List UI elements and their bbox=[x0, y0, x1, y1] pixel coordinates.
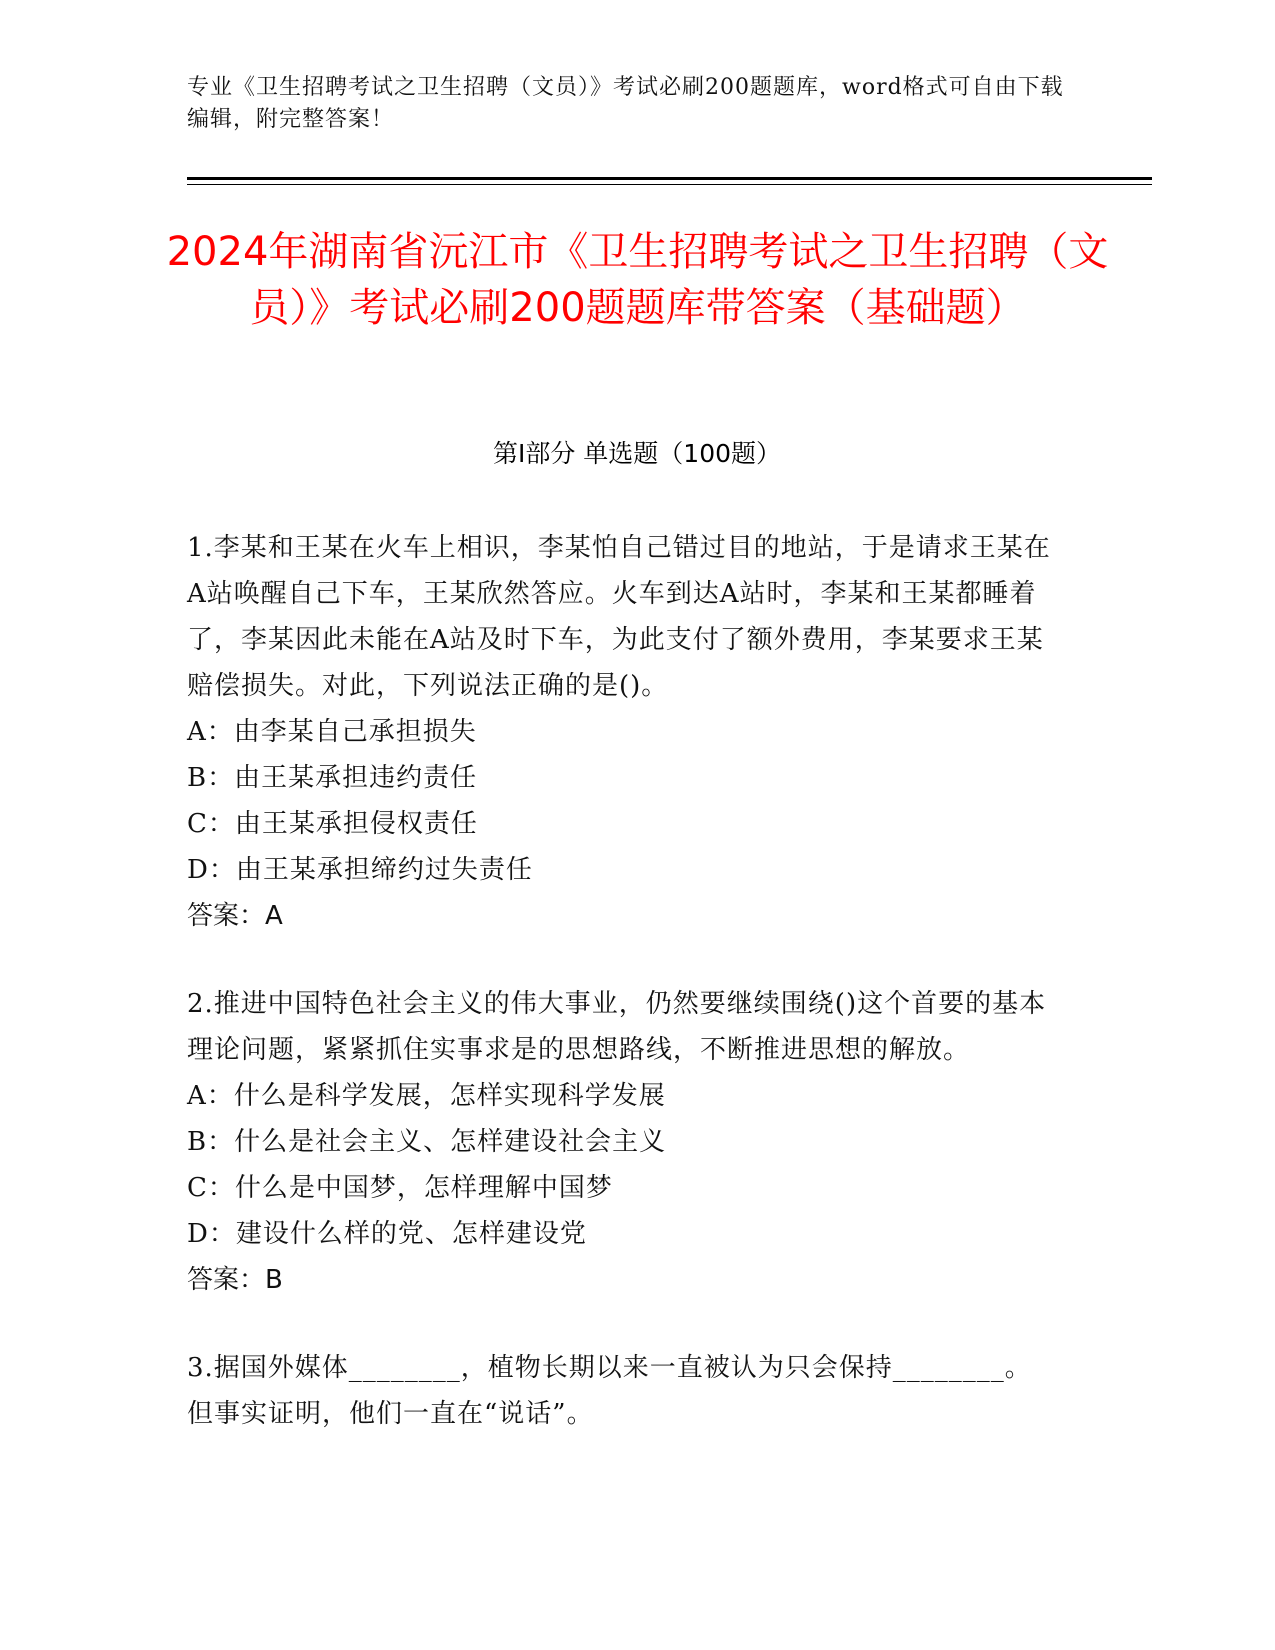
question-spacer bbox=[187, 1303, 1057, 1345]
answer: 答案：A bbox=[187, 901, 283, 931]
question-stem: 1.李某和王某在火车上相识，李某怕自己错过目的地站，于是请求王某在A站唤醒自己下车，王某欣然答应。火车到达A站时，李某和王某都睡着了，李某因此未能在A站及时下车，为此支付了额外费用，李某要求王某赔偿损失。对此，下列说法正确的是()。 bbox=[187, 533, 1051, 701]
option-b: B：由王某承担违约责任 bbox=[187, 763, 478, 793]
option-b: B：什么是社会主义、怎样建设社会主义 bbox=[187, 1127, 667, 1157]
option-d: D：建设什么样的党、怎样建设党 bbox=[187, 1219, 587, 1249]
question-stem: 2.推进中国特色社会主义的伟大事业，仍然要继续围绕()这个首要的基本理论问题，紧紧抓住实事求是的思想路线，不断推进思想的解放。 bbox=[187, 989, 1047, 1065]
header-divider-thin bbox=[187, 184, 1152, 185]
question-stem: 3.据国外媒体________，植物长期以来一直被认为只会保持________。但事实证明，他们一直在“说话”。 bbox=[187, 1353, 1032, 1429]
option-c: C：什么是中国梦，怎样理解中国梦 bbox=[187, 1173, 613, 1203]
question-spacer bbox=[187, 939, 1057, 981]
header-note: 专业《卫生招聘考试之卫生招聘（文员）》考试必刷200题题库，word格式可自由下载编辑，附完整答案！ bbox=[187, 75, 1064, 132]
option-a: A：由李某自己承担损失 bbox=[187, 717, 477, 747]
option-c: C：由王某承担侵权责任 bbox=[187, 809, 478, 839]
section-heading: 第I部分 单选题（100题） bbox=[492, 439, 782, 468]
question-3 bbox=[187, 1345, 1057, 1437]
questions-list bbox=[187, 525, 1057, 1437]
question-2 bbox=[187, 981, 1057, 1303]
option-a: A：什么是科学发展，怎样实现科学发展 bbox=[187, 1081, 666, 1111]
answer: 答案：B bbox=[187, 1265, 283, 1295]
option-d: D：由王某承担缔约过失责任 bbox=[187, 855, 533, 885]
document-title: 2024年湖南省沅江市《卫生招聘考试之卫生招聘（文员）》考试必刷200题题库带答案（基础题） bbox=[166, 229, 1109, 331]
header-divider-thick bbox=[187, 177, 1152, 180]
question-1 bbox=[187, 525, 1057, 939]
